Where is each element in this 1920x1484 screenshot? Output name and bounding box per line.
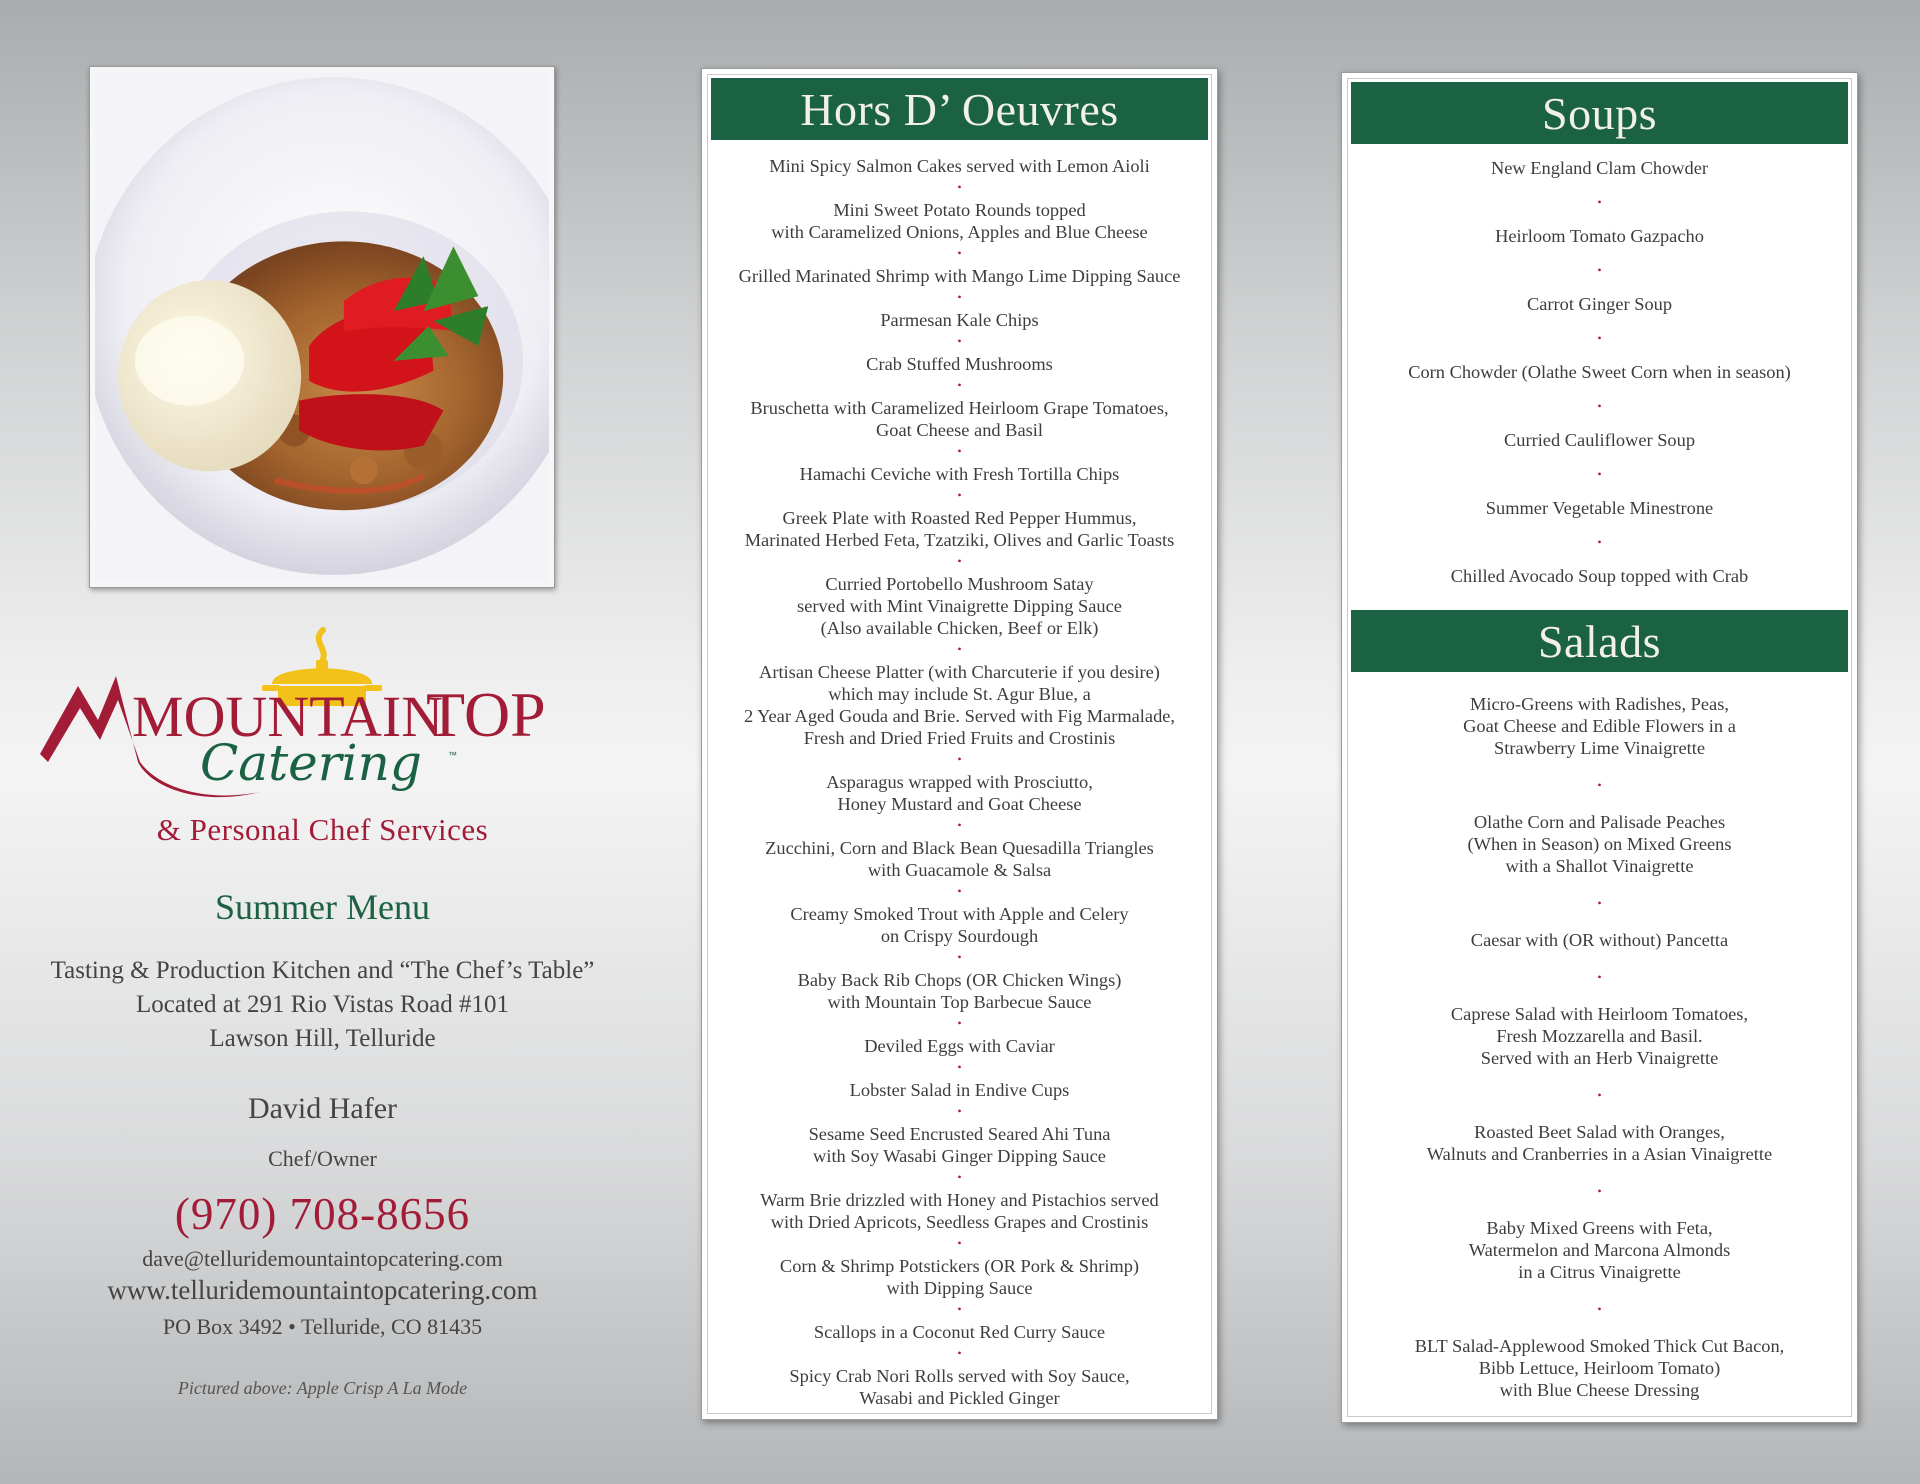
bullet-separator: • — [1597, 896, 1602, 910]
bullet-separator: • — [1597, 263, 1602, 277]
menu-item-line: with Soy Wasabi Ginger Dipping Sauce — [813, 1146, 1106, 1166]
menu-item-line: in a Citrus Vinaigrette — [1518, 1262, 1681, 1282]
menu-item-line: with Mountain Top Barbecue Sauce — [827, 992, 1092, 1012]
logo-word-2: TOP — [426, 679, 546, 750]
menu-item — [1352, 1217, 1847, 1283]
menu-item — [712, 837, 1207, 881]
menu-item-line: Asparagus wrapped with Prosciutto, — [826, 772, 1093, 792]
bullet-separator: • — [957, 752, 962, 766]
menu-item-line: Curried Cauliflower Soup — [1503, 430, 1696, 450]
soups-heading: Soups — [1351, 82, 1848, 144]
bullet-separator: • — [957, 1170, 962, 1184]
menu-item-line: Chilled Avocado Soup topped with Crab — [1450, 566, 1749, 586]
menu-item-line: Bibb Lettuce, Heirloom Tomato) — [1478, 1358, 1721, 1378]
menu-item-line: Crab Stuffed Mushrooms — [866, 354, 1053, 374]
menu-item-line: Strawberry Lime Vinaigrette — [1494, 738, 1705, 758]
menu-item-line: Deviled Eggs with Caviar — [864, 1036, 1055, 1056]
logo-word-1: MOUNTAIN — [132, 684, 444, 749]
soups-list — [1352, 157, 1847, 587]
menu-item-line: Corn & Shrimp Potstickers (OR Pork & Shrimp) — [779, 1256, 1140, 1276]
phone-number[interactable]: (970) 708-8656 — [174, 1189, 471, 1239]
bullet-separator: • — [957, 1060, 962, 1074]
menu-item-line: Carrot Ginger Soup — [1526, 294, 1673, 314]
bullet-separator: • — [1597, 399, 1602, 413]
menu-item-line: Warm Brie drizzled with Honey and Pistachios served — [760, 1190, 1159, 1210]
address-line: Located at 291 Rio Vistas Road #101 — [136, 991, 509, 1018]
menu-item-line: Caesar with (OR without) Pancetta — [1470, 930, 1729, 950]
menu-item-line: New England Clam Chowder — [1490, 158, 1709, 178]
bullet-separator: • — [957, 1104, 962, 1118]
bullet-separator: • — [1597, 331, 1602, 345]
menu-item-line: Corn Chowder (Olathe Sweet Corn when in season) — [1408, 362, 1791, 382]
menu-item — [1352, 225, 1847, 247]
menu-item-line: Goat Cheese and Edible Flowers in a — [1463, 716, 1736, 736]
bullet-separator: • — [957, 444, 962, 458]
menu-item-line: Hamachi Ceviche with Fresh Tortilla Chips — [799, 464, 1120, 484]
bullet-separator: • — [1597, 1088, 1602, 1102]
bullet-separator: • — [957, 180, 962, 194]
menu-item — [1352, 1335, 1847, 1401]
menu-item — [712, 1365, 1207, 1409]
hors-doeuvres-heading: Hors D’ Oeuvres — [711, 78, 1208, 140]
menu-item-line: Roasted Beet Salad with Oranges, — [1474, 1122, 1725, 1142]
bullet-separator: • — [957, 290, 962, 304]
menu-item-line: Fresh and Dried Fried Fruits and Crostinis — [803, 728, 1116, 748]
bullet-separator: • — [957, 1236, 962, 1250]
menu-item-line: Mini Sweet Potato Rounds topped — [833, 200, 1086, 220]
menu-item-line: with Caramelized Onions, Apples and Blue Cheese — [771, 222, 1148, 242]
menu-item-line: Baby Back Rib Chops (OR Chicken Wings) — [797, 970, 1122, 990]
bullet-separator: • — [957, 884, 962, 898]
menu-item-line: Creamy Smoked Trout with Apple and Celery — [790, 904, 1129, 924]
bullet-separator: • — [957, 246, 962, 260]
svg-text:™: ™ — [448, 750, 457, 760]
bullet-separator: • — [957, 950, 962, 964]
bullet-separator: • — [957, 334, 962, 348]
menu-item-line: Lobster Salad in Endive Cups — [849, 1080, 1070, 1100]
menu-item-line: (When in Season) on Mixed Greens — [1467, 834, 1732, 854]
chef-name: David Hafer — [247, 1092, 398, 1125]
menu-item — [1352, 811, 1847, 877]
menu-item — [712, 969, 1207, 1013]
menu-item — [1352, 497, 1847, 519]
photo-caption: Pictured above: Apple Crisp A La Mode — [177, 1378, 468, 1398]
menu-item-line: Spicy Crab Nori Rolls served with Soy Sauce, — [789, 1366, 1130, 1386]
menu-item-line: Served with an Herb Vinaigrette — [1480, 1048, 1719, 1068]
menu-item-line: Heirloom Tomato Gazpacho — [1495, 226, 1704, 246]
menu-item-line: Greek Plate with Roasted Red Pepper Hummus, — [782, 508, 1137, 528]
menu-item-line: Caprese Salad with Heirloom Tomatoes, — [1450, 1004, 1749, 1024]
menu-item — [712, 1079, 1207, 1101]
menu-item-line: with a Shallot Vinaigrette — [1505, 856, 1694, 876]
menu-item-line: Wasabi and Pickled Ginger — [859, 1388, 1060, 1408]
menu-item — [712, 1189, 1207, 1233]
hors-doeuvres-panel — [701, 68, 1218, 1420]
bullet-separator: • — [957, 1346, 962, 1360]
menu-item-line: with Guacamole & Salsa — [867, 860, 1052, 880]
hors-doeuvres-list — [712, 155, 1207, 1409]
soups-salads-panel — [1341, 72, 1858, 1423]
menu-item-line: (Also available Chicken, Beef or Elk) — [820, 618, 1099, 638]
salads-heading: Salads — [1351, 610, 1848, 672]
menu-item — [712, 771, 1207, 815]
menu-item — [712, 463, 1207, 485]
menu-item-line: Marinated Herbed Feta, Tzatziki, Olives and Garlic Toasts — [744, 530, 1175, 550]
menu-item — [1352, 1121, 1847, 1165]
menu-item — [712, 573, 1207, 639]
menu-item — [1352, 929, 1847, 951]
menu-item — [712, 1035, 1207, 1057]
menu-item — [1352, 361, 1847, 383]
menu-item-line: Sesame Seed Encrusted Seared Ahi Tuna — [808, 1124, 1111, 1144]
menu-item-line: with Blue Cheese Dressing — [1499, 1380, 1700, 1400]
menu-item-line: served with Mint Vinaigrette Dipping Sauce — [797, 596, 1122, 616]
menu-item — [712, 903, 1207, 947]
bullet-separator: • — [1597, 970, 1602, 984]
tagline: & Personal Chef Services — [156, 812, 489, 847]
menu-item — [712, 1255, 1207, 1299]
menu-item-line: Zucchini, Corn and Black Bean Quesadilla Triangles — [765, 838, 1154, 858]
menu-item — [1352, 157, 1847, 179]
bullet-separator: • — [957, 818, 962, 832]
website-link[interactable]: www.telluridemountaintopcatering.com — [107, 1275, 538, 1305]
menu-item — [712, 155, 1207, 177]
menu-item-line: Baby Mixed Greens with Feta, — [1486, 1218, 1713, 1238]
menu-item-line: Scallops in a Coconut Red Curry Sauce — [813, 1322, 1106, 1342]
bullet-separator: • — [1597, 195, 1602, 209]
menu-item-line: with Dried Apricots, Seedless Grapes and Crostinis — [770, 1212, 1149, 1232]
bullet-separator: • — [1597, 1302, 1602, 1316]
bullet-separator: • — [1597, 1184, 1602, 1198]
menu-item-line: Bruschetta with Caramelized Heirloom Grape Tomatoes, — [750, 398, 1169, 418]
address-line: Lawson Hill, Telluride — [209, 1025, 436, 1052]
menu-item — [1352, 429, 1847, 451]
menu-item-line: Parmesan Kale Chips — [880, 310, 1039, 330]
menu-item — [712, 507, 1207, 551]
bullet-separator: • — [1597, 467, 1602, 481]
menu-item — [712, 397, 1207, 441]
menu-item-line: Olathe Corn and Palisade Peaches — [1473, 812, 1726, 832]
menu-item — [712, 353, 1207, 375]
menu-item-line: Goat Cheese and Basil — [875, 420, 1043, 440]
menu-item — [712, 1321, 1207, 1343]
bullet-separator: • — [957, 642, 962, 656]
menu-item-line: BLT Salad-Applewood Smoked Thick Cut Bacon, — [1414, 1336, 1785, 1356]
menu-item-line: Honey Mustard and Goat Cheese — [837, 794, 1082, 814]
menu-item — [1352, 293, 1847, 315]
bullet-separator: • — [957, 488, 962, 502]
menu-item-line: Grilled Marinated Shrimp with Mango Lime Dipping Sauce — [738, 266, 1181, 286]
menu-item-line: Micro-Greens with Radishes, Peas, — [1470, 694, 1729, 714]
menu-item — [712, 309, 1207, 331]
email-address[interactable]: dave@telluridemountaintopcatering.com — [142, 1246, 503, 1271]
bullet-separator: • — [1597, 778, 1602, 792]
menu-item-line: Artisan Cheese Platter (with Charcuterie if you desire) — [759, 662, 1160, 682]
menu-item — [1352, 693, 1847, 759]
mailing-address: PO Box 3492 • Telluride, CO 81435 — [162, 1314, 483, 1339]
menu-item — [712, 199, 1207, 243]
menu-item-line: Walnuts and Cranberries in a Asian Vinaigrette — [1426, 1144, 1773, 1164]
menu-item-line: Fresh Mozzarella and Basil. — [1496, 1026, 1703, 1046]
menu-item — [712, 661, 1207, 749]
company-logo — [40, 612, 570, 812]
menu-item-line: Watermelon and Marcona Almonds — [1468, 1240, 1731, 1260]
menu-item-line: Curried Portobello Mushroom Satay — [825, 574, 1094, 594]
menu-item-line: Summer Vegetable Minestrone — [1485, 498, 1714, 518]
menu-item — [1352, 565, 1847, 587]
apple-crisp-image — [95, 72, 549, 582]
menu-season-title: Summer Menu — [215, 887, 430, 927]
bullet-separator: • — [957, 378, 962, 392]
bullet-separator: • — [1597, 535, 1602, 549]
address-block — [0, 954, 645, 1056]
salads-list — [1352, 693, 1847, 1401]
menu-item-line: 2 Year Aged Gouda and Brie. Served with Fig Marmalade, — [743, 706, 1176, 726]
chef-title: Chef/Owner — [268, 1146, 377, 1171]
menu-item — [1352, 1003, 1847, 1069]
dessert-photo — [89, 66, 555, 588]
menu-item-line: with Dipping Sauce — [886, 1278, 1033, 1298]
menu-item-line: which may include St. Agur Blue, a — [828, 684, 1091, 704]
menu-item — [712, 1123, 1207, 1167]
menu-item-line: Mini Spicy Salmon Cakes served with Lemon Aioli — [769, 156, 1150, 176]
bullet-separator: • — [957, 554, 962, 568]
address-line: Tasting & Production Kitchen and “The Chef’s Table” — [50, 957, 595, 984]
menu-item-line: on Crispy Sourdough — [880, 926, 1039, 946]
bullet-separator: • — [957, 1302, 962, 1316]
logo-script: Catering — [200, 734, 422, 792]
bullet-separator: • — [957, 1016, 962, 1030]
menu-item — [712, 265, 1207, 287]
